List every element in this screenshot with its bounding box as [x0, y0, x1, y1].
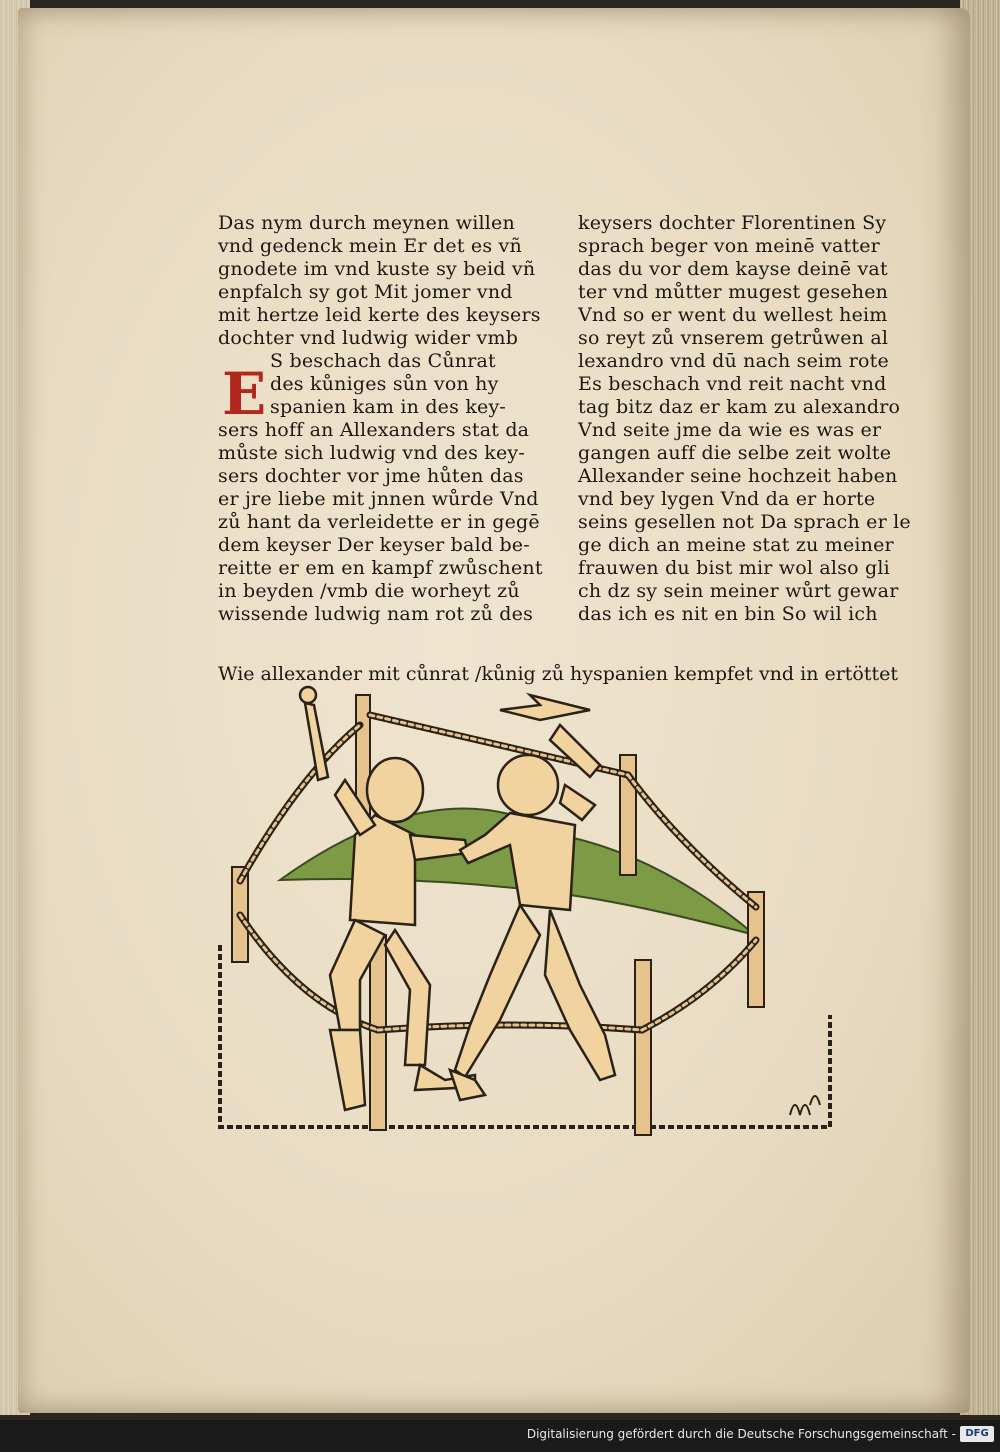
grass-tufts: [790, 1096, 820, 1115]
text-line: in beyden /vmb die worheyt zů: [218, 580, 520, 602]
text-line: tag bitz daz er kam zu alexandro: [578, 396, 901, 418]
text-line: des kůniges sůn von hy: [270, 373, 499, 395]
text-line: so reyt zů vnserem getrůwen al: [578, 327, 889, 349]
text-line: mit hertze leid kerte des keysers: [218, 304, 541, 326]
decorated-initial: E: [222, 360, 267, 428]
text-line: ch dz sy sein meiner wůrt gewar: [578, 580, 899, 602]
text-line: Das nym durch meynen willen: [218, 212, 515, 234]
text-line: Vnd so er went du wellest heim: [578, 304, 888, 326]
text-line: můste sich ludwig vnd des key-: [218, 442, 525, 464]
text-line: S beschach das Cůnrat: [270, 350, 496, 372]
knight-alexander: [300, 687, 475, 1110]
text-line: ter vnd můtter mugest gesehen: [578, 281, 889, 303]
text-line: gangen auff die selbe zeit wolte: [578, 442, 892, 464]
text-line: seins gesellen not Da sprach er le: [578, 511, 911, 533]
text-line: Allexander seine hochzeit haben: [578, 465, 898, 487]
right-text-column: [578, 212, 911, 626]
text-line: enpfalch sy got Mit jomer vnd: [218, 281, 513, 303]
woodcut-caption: Wie allexander mit cůnrat /kůnig zů hyspanien kempfet vnd in ertöttet: [218, 663, 899, 685]
text-line: sers dochter vor jme hůten das: [218, 465, 524, 487]
text-line: reitte er em en kampf zwůschent: [218, 557, 543, 579]
text-line: das du vor dem kayse deinē vat: [578, 258, 888, 280]
text-line: Vnd seite jme da wie es was er: [578, 419, 882, 441]
text-line: zů hant da verleidette er in gegē: [218, 511, 540, 533]
dfg-logo: DFG: [960, 1426, 994, 1442]
text-line: das ich es nit en bin So wil ich: [578, 603, 878, 625]
text-line: lexandro vnd dū nach seim rote: [578, 350, 889, 372]
text-line: wissende ludwig nam rot zů des: [218, 603, 534, 625]
ground-frame: [220, 945, 830, 1127]
text-line: frauwen du bist mir wol also gli: [578, 557, 890, 579]
post: [635, 960, 651, 1135]
footer-credit: Digitalisierung gefördert durch die Deutsche Forschungsgemeinschaft -: [526, 1427, 956, 1441]
text-line: dochter vnd ludwig wider vmb: [218, 327, 519, 349]
woodcut-illustration: [210, 685, 840, 1145]
text-line: sers hoff an Allexanders stat da: [218, 419, 530, 441]
text-line: keysers dochter Florentinen Sy: [578, 212, 887, 234]
text-line: ge dich an meine stat zu meiner: [578, 534, 894, 556]
text-line: spanien kam in des key-: [270, 396, 507, 418]
text-line: sprach beger von meinē vatter: [578, 235, 880, 257]
text-line: vnd bey lygen Vnd da er horte: [578, 488, 876, 510]
text-line: Es beschach vnd reit nacht vnd: [578, 373, 887, 395]
text-line: er jre liebe mit jnnen wůrde Vnd: [218, 488, 539, 510]
text-line: gnodete im vnd kuste sy beid vñ: [218, 258, 536, 280]
left-text-column: [218, 212, 543, 626]
text-line: vnd gedenck mein Er det es vñ: [218, 235, 522, 257]
text-line: dem keyser Der keyser bald be-: [218, 534, 530, 556]
